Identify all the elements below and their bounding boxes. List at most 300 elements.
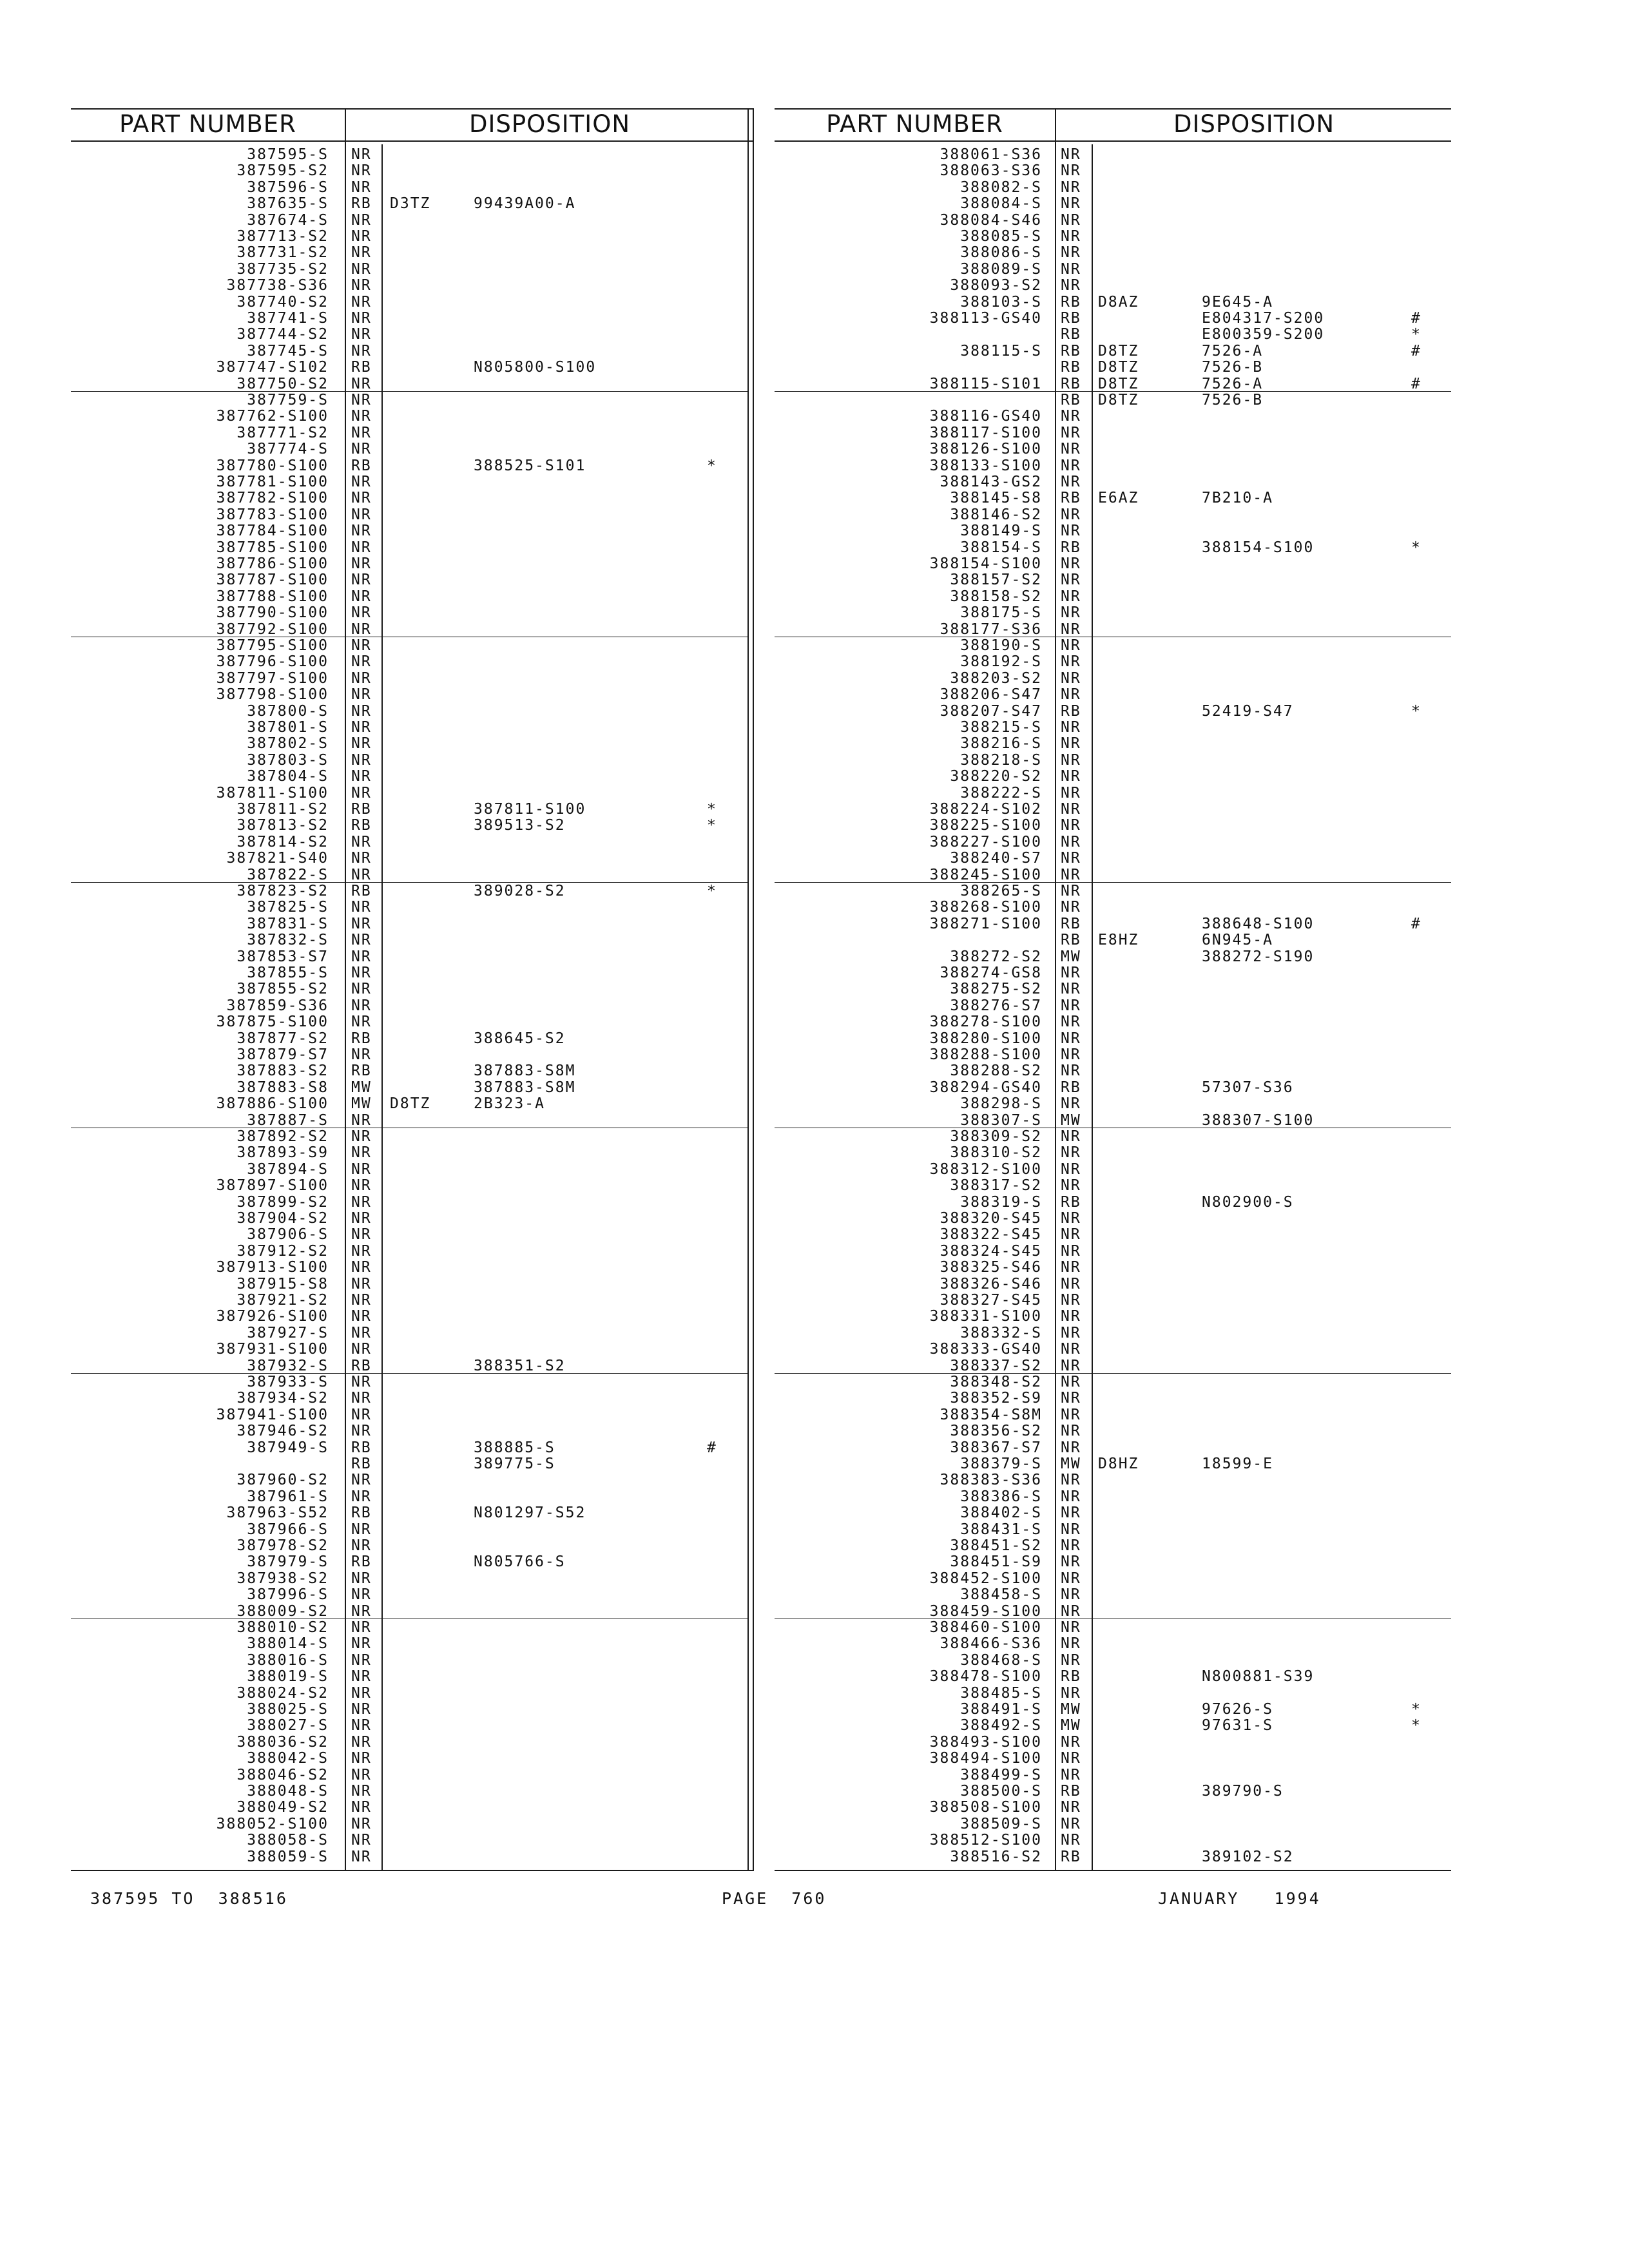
replacement-part: E804317-S200 [1202, 310, 1325, 327]
part-number: 387963-S52 [226, 1504, 329, 1521]
disposition-code: MW [1061, 948, 1081, 965]
replacement-part: 388154-S100 [1202, 539, 1315, 556]
disposition-code: NR [1061, 228, 1081, 245]
part-number: 387750-S2 [236, 376, 329, 392]
disposition-code: NR [351, 392, 372, 408]
disposition-code: NR [1061, 899, 1081, 916]
disposition-code: NR [1061, 1603, 1081, 1620]
part-number: 388383-S36 [940, 1472, 1042, 1488]
ford-prefix: D8AZ [1098, 294, 1139, 311]
replacement-part: 387811-S100 [474, 801, 586, 818]
note-mark: # [1411, 343, 1422, 360]
part-number: 388500-S [960, 1783, 1042, 1800]
disposition-code: NR [351, 1226, 372, 1243]
disposition-code: NR [1061, 817, 1081, 834]
part-number: 388025-S [247, 1701, 329, 1718]
part-number: 387811-S100 [216, 785, 329, 802]
ford-prefix: D8TZ [390, 1095, 431, 1112]
part-number: 387932-S [247, 1358, 329, 1374]
note-mark: * [1411, 539, 1422, 556]
part-number: 388402-S [960, 1504, 1042, 1521]
disposition-code: RB [1061, 326, 1081, 343]
disposition-code: NR [351, 1849, 372, 1865]
disposition-code: NR [1061, 653, 1081, 670]
part-number: 388115-S [960, 343, 1042, 360]
disposition-code: RB [1061, 703, 1081, 720]
disposition-code: MW [351, 1095, 372, 1112]
disposition-code: NR [1061, 572, 1081, 588]
part-number: 388324-S45 [940, 1243, 1042, 1260]
disposition-code: NR [351, 523, 372, 539]
disposition-code: RB [351, 359, 372, 376]
part-number: 387933-S [247, 1374, 329, 1390]
left-table-right-edge [747, 108, 749, 1871]
disposition-code: NR [1061, 1210, 1081, 1227]
disposition-code: NR [1061, 244, 1081, 261]
replacement-part: 388885-S [474, 1439, 555, 1456]
disposition-code: NR [1061, 1308, 1081, 1325]
disposition-code: NR [351, 1144, 372, 1161]
replacement-part: 18599-E [1202, 1456, 1273, 1472]
right-part-divider [1055, 108, 1056, 1871]
replacement-part: 7526-B [1202, 359, 1264, 376]
disposition-code: NR [351, 588, 372, 605]
disposition-code: NR [1061, 441, 1081, 457]
part-number: 387738-S36 [226, 277, 329, 294]
footer-date: JANUARY 1994 [1158, 1889, 1321, 1908]
disposition-code: NR [1061, 686, 1081, 703]
disposition-code: NR [1061, 1014, 1081, 1030]
disposition-code: NR [1061, 834, 1081, 850]
part-number: 388312-S100 [929, 1161, 1042, 1178]
part-number: 388093-S2 [950, 277, 1042, 294]
disposition-code: NR [1061, 555, 1081, 572]
part-number [863, 932, 1042, 948]
disposition-code: NR [1061, 1128, 1081, 1145]
part-number: 388288-S100 [929, 1046, 1042, 1063]
part-number: 387788-S100 [216, 588, 329, 605]
disposition-code: NR [351, 785, 372, 802]
disposition-code: NR [1061, 1832, 1081, 1849]
part-number: 388327-S45 [940, 1292, 1042, 1309]
replacement-part: 57307-S36 [1202, 1079, 1294, 1096]
part-number: 387781-S100 [216, 474, 329, 490]
disposition-code: RB [351, 1439, 372, 1456]
disposition-code: NR [351, 719, 372, 736]
part-number: 388468-S [960, 1652, 1042, 1669]
disposition-code: RB [1061, 1079, 1081, 1096]
ford-prefix: D8TZ [1098, 359, 1139, 376]
part-number: 388280-S100 [929, 1030, 1042, 1047]
disposition-code: NR [1061, 179, 1081, 196]
disposition-code: NR [1061, 408, 1081, 425]
replacement-part: N800881-S39 [1202, 1668, 1315, 1685]
part-number: 388451-S9 [950, 1553, 1042, 1570]
disposition-code: NR [1061, 1488, 1081, 1505]
note-mark: # [707, 1439, 717, 1456]
part-number: 388206-S47 [940, 686, 1042, 703]
left-header-top-rule [71, 108, 754, 110]
disposition-code: NR [351, 1472, 372, 1488]
part-number: 387740-S2 [236, 294, 329, 311]
part-number: 388027-S [247, 1717, 329, 1734]
part-number: 388278-S100 [929, 1014, 1042, 1030]
part-number: 388192-S [960, 653, 1042, 670]
left-part-divider [345, 108, 346, 1871]
ford-prefix: D8HZ [1098, 1456, 1139, 1472]
disposition-code: NR [351, 376, 372, 392]
part-number: 388052-S100 [216, 1816, 329, 1832]
disposition-code: NR [351, 408, 372, 425]
disposition-code: NR [351, 1276, 372, 1293]
right-footer-rule [775, 1870, 1451, 1871]
part-number: 388089-S [960, 261, 1042, 278]
part-number: 388317-S2 [950, 1177, 1042, 1194]
part-number: 387877-S2 [236, 1030, 329, 1047]
part-number: 388084-S [960, 195, 1042, 212]
disposition-code: NR [351, 1734, 372, 1751]
part-number: 387887-S [247, 1112, 329, 1129]
disposition-code: NR [351, 555, 372, 572]
part-number: 387921-S2 [236, 1292, 329, 1309]
part-number: 388459-S100 [929, 1603, 1042, 1620]
part-number: 387790-S100 [216, 604, 329, 621]
part-number: 387823-S2 [236, 883, 329, 899]
part-number: 388272-S2 [950, 948, 1042, 965]
disposition-code: NR [351, 1194, 372, 1211]
part-number: 387996-S [247, 1586, 329, 1603]
disposition-code: NR [351, 965, 372, 981]
disposition-code: NR [1061, 621, 1081, 638]
left-disposition-header: DISPOSITION [468, 110, 631, 138]
part-number: 387966-S [247, 1521, 329, 1538]
disposition-code: NR [351, 653, 372, 670]
part-number: 387897-S100 [216, 1177, 329, 1194]
disposition-code: MW [1061, 1701, 1081, 1718]
replacement-part: N801297-S52 [474, 1504, 586, 1521]
part-number: 387762-S100 [216, 408, 329, 425]
disposition-code: NR [1061, 425, 1081, 441]
replacement-part: 7526-B [1202, 392, 1264, 408]
disposition-code: NR [1061, 1325, 1081, 1341]
disposition-code: NR [351, 1308, 372, 1325]
part-number: 388145-S8 [950, 490, 1042, 506]
disposition-code: NR [1061, 1767, 1081, 1783]
part-number: 387759-S [247, 392, 329, 408]
disposition-code: NR [1061, 1226, 1081, 1243]
disposition-code: NR [351, 1799, 372, 1816]
disposition-code: NR [351, 261, 372, 278]
part-number: 388143-GS2 [940, 474, 1042, 490]
part-number: 388216-S [960, 735, 1042, 752]
part-number: 387745-S [247, 343, 329, 360]
replacement-part: N805766-S [474, 1553, 566, 1570]
part-number: 387674-S [247, 212, 329, 229]
part-number: 387814-S2 [236, 834, 329, 850]
part-number: 387713-S2 [236, 228, 329, 245]
disposition-code: NR [1061, 1341, 1081, 1358]
part-number: 388158-S2 [950, 588, 1042, 605]
part-number: 388356-S2 [950, 1423, 1042, 1439]
part-number: 387979-S [247, 1553, 329, 1570]
disposition-code: NR [351, 1046, 372, 1063]
part-number: 388492-S [960, 1717, 1042, 1734]
disposition-code: MW [351, 1079, 372, 1096]
disposition-code: RB [1061, 1194, 1081, 1211]
replacement-part: 7B210-A [1202, 490, 1273, 506]
disposition-code: NR [1061, 768, 1081, 785]
part-number: 387797-S100 [216, 670, 329, 687]
part-number: 387786-S100 [216, 555, 329, 572]
part-number: 388009-S2 [236, 1603, 329, 1620]
part-number: 387926-S100 [216, 1308, 329, 1325]
part-number: 387913-S100 [216, 1259, 329, 1276]
disposition-code: NR [1061, 1046, 1081, 1063]
part-number: 388240-S7 [950, 850, 1042, 867]
part-number: 387595-S2 [236, 162, 329, 179]
disposition-code: NR [1061, 850, 1081, 867]
right-part-number-header: PART NUMBER [826, 110, 1003, 138]
part-number: 387927-S [247, 1325, 329, 1341]
disposition-code: NR [1061, 1635, 1081, 1652]
disposition-code: NR [1061, 1750, 1081, 1767]
disposition-code: RB [351, 883, 372, 899]
disposition-code: MW [1061, 1717, 1081, 1734]
part-number: 388333-GS40 [929, 1341, 1042, 1358]
disposition-code: NR [1061, 1292, 1081, 1309]
part-number: 388061-S36 [940, 146, 1042, 163]
part-number: 388222-S [960, 785, 1042, 802]
disposition-code: NR [351, 981, 372, 997]
right-disposition-header: DISPOSITION [1173, 110, 1335, 138]
ford-prefix: D3TZ [390, 195, 431, 212]
ford-prefix: E6AZ [1098, 490, 1139, 506]
disposition-code: RB [351, 1030, 372, 1047]
disposition-code: NR [351, 1423, 372, 1439]
part-number: 387784-S100 [216, 523, 329, 539]
disposition-code: NR [351, 735, 372, 752]
disposition-code: NR [1061, 997, 1081, 1014]
replacement-part: 388648-S100 [1202, 916, 1315, 932]
replacement-part: 388307-S100 [1202, 1112, 1315, 1129]
disposition-code: NR [351, 1488, 372, 1505]
part-number: 387783-S100 [216, 506, 329, 523]
part-number [863, 392, 1042, 408]
replacement-part: 6N945-A [1202, 932, 1273, 948]
replacement-part: 389102-S2 [1202, 1849, 1294, 1865]
disposition-code: NR [1061, 867, 1081, 883]
disposition-code: NR [351, 1341, 372, 1358]
replacement-part: 389775-S [474, 1456, 555, 1472]
part-number: 387938-S2 [236, 1570, 329, 1587]
part-number: 387892-S2 [236, 1128, 329, 1145]
part-number: 387813-S2 [236, 817, 329, 834]
part-number: 388431-S [960, 1521, 1042, 1538]
disposition-code: NR [351, 441, 372, 457]
disposition-code: NR [1061, 1177, 1081, 1194]
disposition-code: RB [351, 195, 372, 212]
disposition-code: NR [351, 768, 372, 785]
part-number: 388154-S100 [929, 555, 1042, 572]
disposition-code: RB [351, 1504, 372, 1521]
note-mark: * [1411, 1701, 1422, 1718]
disposition-code: NR [351, 1570, 372, 1587]
part-number: 388149-S [960, 523, 1042, 539]
part-number: 388337-S2 [950, 1358, 1042, 1374]
disposition-code: NR [1061, 588, 1081, 605]
part-number: 387912-S2 [236, 1243, 329, 1260]
note-mark: # [1411, 376, 1422, 392]
disposition-code: NR [1061, 1619, 1081, 1636]
part-number: 388082-S [960, 179, 1042, 196]
part-number: 387771-S2 [236, 425, 329, 441]
replacement-part: N802900-S [1202, 1194, 1294, 1211]
ford-prefix: D8TZ [1098, 392, 1139, 408]
disposition-code: NR [1061, 752, 1081, 769]
disposition-code: NR [1061, 474, 1081, 490]
disposition-code: NR [1061, 1504, 1081, 1521]
part-number: 388309-S2 [950, 1128, 1042, 1145]
disposition-code: RB [1061, 1783, 1081, 1800]
replacement-part: 387883-S8M [474, 1079, 576, 1096]
part-number: 387931-S100 [216, 1341, 329, 1358]
part-number: 387893-S9 [236, 1144, 329, 1161]
part-number: 388310-S2 [950, 1144, 1042, 1161]
part-number: 388460-S100 [929, 1619, 1042, 1636]
part-number: 388059-S [247, 1849, 329, 1865]
disposition-code: NR [351, 621, 372, 638]
disposition-code: NR [1061, 1095, 1081, 1112]
disposition-code: NR [351, 1668, 372, 1685]
disposition-code: RB [1061, 343, 1081, 360]
disposition-code: NR [351, 703, 372, 720]
disposition-code: NR [351, 932, 372, 948]
part-number: 388019-S [247, 1668, 329, 1685]
part-number: 387906-S [247, 1226, 329, 1243]
disposition-code: NR [351, 1390, 372, 1407]
disposition-code: RB [1061, 1668, 1081, 1685]
part-number: 388271-S100 [929, 916, 1042, 932]
part-number: 387804-S [247, 768, 329, 785]
part-number: 387978-S2 [236, 1537, 329, 1554]
part-number: 388133-S100 [929, 457, 1042, 474]
part-number: 388042-S [247, 1750, 329, 1767]
part-number: 388265-S [960, 883, 1042, 899]
part-number: 387894-S [247, 1161, 329, 1178]
disposition-code: NR [351, 997, 372, 1014]
part-number: 388512-S100 [929, 1832, 1042, 1849]
part-number: 387731-S2 [236, 244, 329, 261]
disposition-code: NR [351, 162, 372, 179]
disposition-code: NR [351, 490, 372, 506]
part-number: 388386-S [960, 1488, 1042, 1505]
note-mark: * [1411, 703, 1422, 720]
part-number: 388063-S36 [940, 162, 1042, 179]
disposition-code: NR [1061, 719, 1081, 736]
disposition-code: NR [1061, 457, 1081, 474]
disposition-code: NR [351, 1717, 372, 1734]
disposition-code: NR [1061, 195, 1081, 212]
part-number: 387832-S [247, 932, 329, 948]
disposition-code: NR [351, 670, 372, 687]
part-number: 387800-S [247, 703, 329, 720]
part-number: 387735-S2 [236, 261, 329, 278]
part-number: 388451-S2 [950, 1537, 1042, 1554]
part-number: 387747-S102 [216, 359, 329, 376]
part-number: 388494-S100 [929, 1750, 1042, 1767]
disposition-code: NR [351, 146, 372, 163]
part-number: 388307-S [960, 1112, 1042, 1129]
disposition-code: NR [1061, 1799, 1081, 1816]
part-number: 388325-S46 [940, 1259, 1042, 1276]
disposition-code: NR [351, 1783, 372, 1800]
disposition-code: NR [1061, 1374, 1081, 1390]
disposition-code: NR [1061, 1685, 1081, 1702]
replacement-part: 389513-S2 [474, 817, 566, 834]
part-number: 388058-S [247, 1832, 329, 1849]
part-number: 388048-S [247, 1783, 329, 1800]
disposition-code: NR [351, 1619, 372, 1636]
disposition-code: NR [351, 948, 372, 965]
part-number: 387595-S [247, 146, 329, 163]
part-number: 388348-S2 [950, 1374, 1042, 1390]
part-number: 387803-S [247, 752, 329, 769]
part-number: 388157-S2 [950, 572, 1042, 588]
disposition-code: NR [351, 1537, 372, 1554]
part-number: 388049-S2 [236, 1799, 329, 1816]
ford-prefix: D8TZ [1098, 376, 1139, 392]
disposition-code: NR [351, 867, 372, 883]
part-number: 387886-S100 [216, 1095, 329, 1112]
part-number: 387795-S100 [216, 637, 329, 654]
replacement-part: 7526-A [1202, 343, 1264, 360]
part-number: 388268-S100 [929, 899, 1042, 916]
disposition-code: NR [351, 899, 372, 916]
replacement-part: N805800-S100 [474, 359, 597, 376]
part-number: 388332-S [960, 1325, 1042, 1341]
disposition-code: NR [1061, 670, 1081, 687]
disposition-code: NR [1061, 212, 1081, 229]
disposition-code: RB [351, 1062, 372, 1079]
disposition-code: NR [1061, 1062, 1081, 1079]
part-number: 387822-S [247, 867, 329, 883]
part-number: 387782-S100 [216, 490, 329, 506]
disposition-code: NR [1061, 981, 1081, 997]
part-number: 387941-S100 [216, 1407, 329, 1423]
replacement-part: 389790-S [1202, 1783, 1284, 1800]
part-number: 388275-S2 [950, 981, 1042, 997]
disposition-code: NR [1061, 162, 1081, 179]
part-number: 387899-S2 [236, 1194, 329, 1211]
disposition-code: NR [1061, 1407, 1081, 1423]
ford-prefix: E8HZ [1098, 932, 1139, 948]
part-number: 388154-S [960, 539, 1042, 556]
right-header-top-rule [775, 108, 1451, 110]
part-number: 388326-S46 [940, 1276, 1042, 1293]
disposition-code: MW [1061, 1112, 1081, 1129]
replacement-part: 388645-S2 [474, 1030, 566, 1047]
part-number: 387741-S [247, 310, 329, 327]
part-number: 387855-S2 [236, 981, 329, 997]
replacement-part: 99439A00-A [474, 195, 576, 212]
disposition-code: NR [1061, 261, 1081, 278]
disposition-code: NR [351, 539, 372, 556]
footer-page: PAGE 760 [722, 1889, 827, 1908]
part-number [863, 327, 1042, 343]
part-number: 387904-S2 [236, 1210, 329, 1227]
left-table-right-edge-double [753, 108, 754, 1871]
part-number: 387798-S100 [216, 686, 329, 703]
